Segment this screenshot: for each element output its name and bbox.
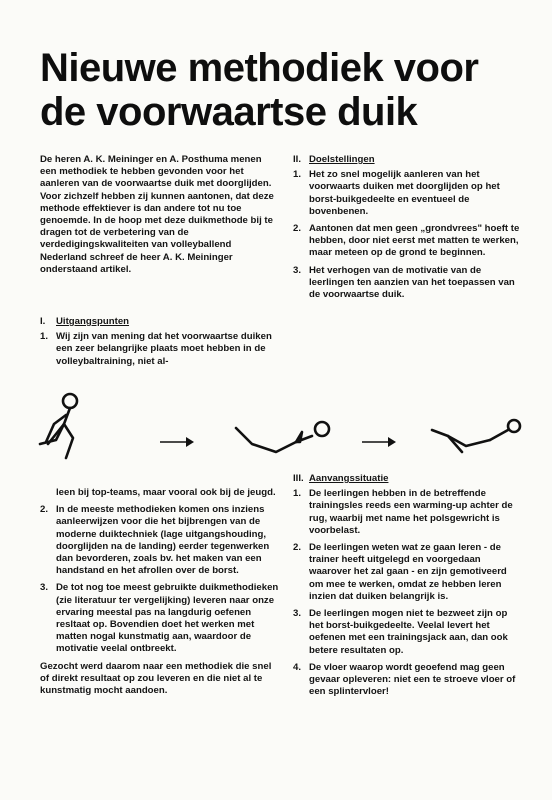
arrow-2 [362, 437, 396, 447]
title-line-2: de voorwaartse duik [40, 90, 418, 134]
section-uitgangspunten-continued [40, 487, 280, 697]
dive-figure-2 [236, 422, 329, 452]
list-item [293, 542, 521, 603]
item-number: 1. [293, 169, 302, 181]
dive-figure-1 [40, 394, 77, 458]
uitg-list-part-2 [40, 487, 280, 656]
section-title [40, 316, 280, 328]
section-title [293, 154, 521, 166]
item-number: 1. [293, 488, 302, 500]
arrow-1 [160, 437, 194, 447]
item-number: 3. [293, 608, 302, 620]
item-number: 1. [40, 331, 49, 343]
list-item [293, 223, 521, 260]
item-text: Het verhogen van de motivatie van de leerlingen ten aanzien van het toepassen van de voorwaartse duik. [309, 264, 515, 301]
intro-paragraph [40, 154, 280, 276]
section-title [293, 473, 521, 485]
item-text: De vloer waarop wordt geoefend mag geen gevaar opleveren: niet een te stroeve vloer of een splintervloer! [309, 661, 516, 698]
list-item [40, 487, 280, 499]
list-item [293, 662, 521, 699]
list-item [40, 582, 280, 655]
item-number: 3. [293, 264, 302, 276]
section-aanvangssituatie [293, 473, 521, 703]
item-number: 4. [293, 661, 302, 673]
section-heading: Doelstellingen [309, 154, 375, 165]
section-number: I. [40, 316, 46, 327]
item-text: De leerlingen weten wat ze gaan leren - de trainer heeft uitgelegd en voorgedaan waarover het zal gaan - en zijn gemotiveerd om mee te werken, omdat ze hebben leren inzien dat duiken belangrijk is. [309, 542, 507, 602]
title-line-1: Nieuwe methodiek voor [40, 46, 479, 90]
list-item [293, 488, 521, 537]
item-text: Aantonen dat men geen „grondvrees" hoeft te hebben, door niet eerst met matten te werken, maar meteen op de grond te beginnen. [309, 223, 520, 259]
section-heading: Uitgangspunten [56, 316, 130, 327]
list-item [40, 331, 280, 368]
section-heading: Aanvangssituatie [309, 473, 389, 484]
section-uitgangspunten [40, 316, 280, 373]
item-number: 3. [40, 582, 49, 594]
item-number: 2. [293, 542, 302, 554]
item-text: Het zo snel mogelijk aanleren van het voorwaarts duiken met doorglijden op het borst-buikgedeelte en eventueel de bovenbenen. [309, 169, 500, 217]
item-text: Wij zijn van mening dat het voorwaartse duiken een zeer belangrijke plaats moet hebben in de volleybaltraining, niet al- [56, 331, 272, 367]
section-number: II. [293, 154, 301, 165]
list-item [40, 504, 280, 577]
closing-paragraph: Gezocht werd daarom naar een methodiek die snel of direkt resultaat op zou leveren en die niet al te kunstmatig mocht aandoen. [40, 660, 272, 697]
item-text: De tot nog toe meest gebruikte duikmethodieken (zie literatuur ter vergelijking) leveren naar onze ervaring meestal pas na langdurig oefenen resltaat op. Bovendien doet het werken met matten nogal kunstmatig aan, waardoor de motivatie veelal ontbreekt. [56, 582, 279, 655]
list-item [293, 265, 521, 302]
dive-figure-3 [432, 420, 520, 452]
item-number: 2. [293, 223, 302, 235]
list-item [293, 169, 521, 218]
list-item [293, 608, 521, 657]
item-text: leen bij top-teams, maar vooral ook bij de jeugd. [56, 487, 276, 498]
item-text: De leerlingen mogen niet te bezweet zijn op het borst-buikgedeelte. Veelal levert het oefenen met een trainingsjack aan, dan ook betere resultaten op. [309, 608, 508, 656]
intro-text: De heren A. K. Meininger en A. Posthuma menen een methodiek te hebben gevonden voor het aanleren van de voorwaartse duik met doorglijden. Voor zichzelf hebben zij kunnen aantonen, dat deze methode effektiever is dan andere tot nu toe genoemde. In de hoop met deze duikmethode bij te dragen tot de verbetering van de verdedigingskwaliteiten van volleyballend Nederland schreef de heer A. K. Meininger onderstaand artikel. [40, 154, 274, 275]
item-text: In de meeste methodieken komen ons inziens aanleerwijzen voor die het bijbrengen van de moderne duiktechniek (lage uitgangshouding, doorglijden na de landing) eerder tegenwerken dan bevorderen, zoals bv. het maken van een handstand en het afrollen over de borst. [56, 504, 270, 577]
doel-list [293, 169, 521, 301]
item-text: De leerlingen hebben in de betreffende trainingsles reeds een warming-up achter de rug, waarbij met name het polsgewricht is voorbelast. [309, 488, 513, 536]
item-number: 2. [40, 504, 49, 516]
article-title [40, 46, 540, 134]
section-doelstellingen [293, 154, 521, 306]
dive-sequence-illustration [0, 380, 552, 470]
uitg-list-part-1 [40, 331, 280, 368]
aanv-list [293, 488, 521, 698]
section-number: III. [293, 473, 304, 484]
